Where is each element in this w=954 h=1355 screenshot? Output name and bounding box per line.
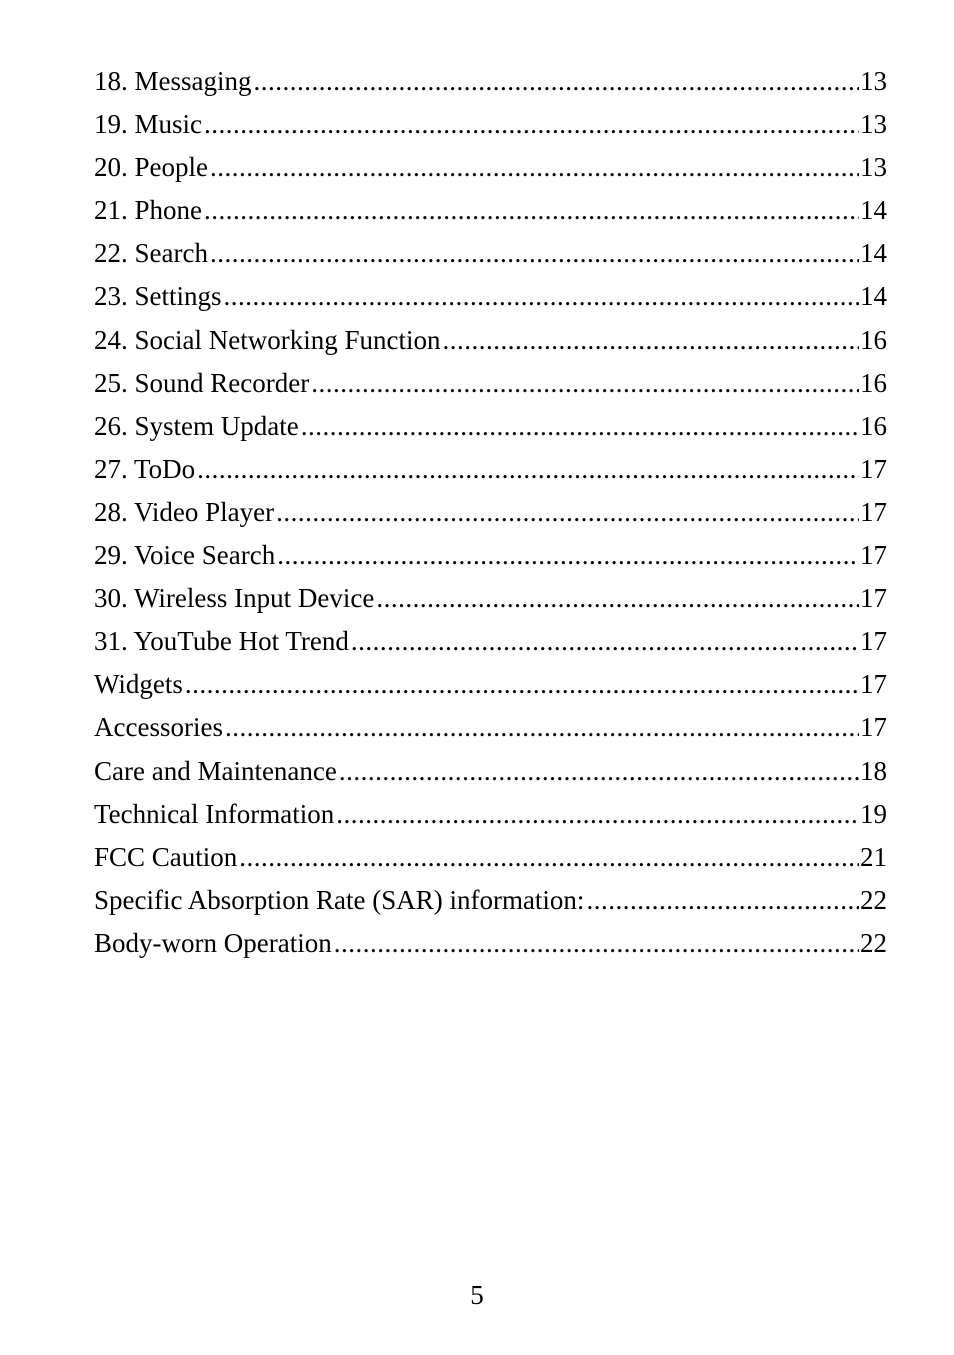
toc-entry-page: 17 bbox=[860, 453, 887, 484]
toc-entry-wireless-input-device[interactable] bbox=[94, 577, 887, 620]
toc-entry-page: 22 bbox=[860, 927, 887, 958]
toc-entry-technical-information[interactable] bbox=[94, 793, 887, 836]
toc-dot-leader bbox=[197, 448, 859, 491]
toc-entry-todo[interactable] bbox=[94, 448, 887, 491]
toc-entry-title: 19. Music bbox=[94, 109, 202, 140]
toc-entry-title: 22. Search bbox=[94, 238, 208, 269]
toc-entry-page: 16 bbox=[860, 324, 887, 355]
toc-entry-title: 27. ToDo bbox=[94, 453, 196, 484]
toc-entry-sound-recorder[interactable] bbox=[94, 362, 887, 405]
toc-entry-page: 22 bbox=[860, 884, 887, 915]
toc-entry-page: 16 bbox=[860, 367, 887, 398]
toc-dot-leader bbox=[376, 577, 859, 620]
toc-entry-phone[interactable] bbox=[94, 189, 887, 232]
toc-entry-page: 17 bbox=[860, 669, 887, 700]
toc-entry-youtube-hot-trend[interactable] bbox=[94, 620, 887, 663]
toc-entry-page: 13 bbox=[860, 152, 887, 183]
toc-entry-title: 28. Video Player bbox=[94, 496, 275, 527]
toc-dot-leader bbox=[224, 275, 859, 318]
toc-entry-page: 17 bbox=[860, 540, 887, 571]
toc-entry-title: Specific Absorption Rate (SAR) information: bbox=[94, 884, 585, 915]
toc-entry-title: 31. YouTube Hot Trend bbox=[94, 626, 349, 657]
toc-entry-messaging[interactable] bbox=[94, 60, 887, 103]
toc-entry-title: 24. Social Networking Function bbox=[94, 324, 441, 355]
toc-entry-fcc-caution[interactable] bbox=[94, 836, 887, 879]
toc-entry-title: 18. Messaging bbox=[94, 66, 252, 96]
page-number: 5 bbox=[470, 1280, 484, 1310]
toc-dot-leader bbox=[210, 146, 859, 189]
toc-dot-leader bbox=[204, 189, 859, 232]
toc-entry-page: 14 bbox=[860, 281, 887, 312]
toc-entry-page: 17 bbox=[860, 712, 887, 743]
toc-entry-title: Technical Information bbox=[94, 798, 335, 829]
toc-entry-body-worn-operation[interactable] bbox=[94, 922, 887, 965]
toc-dot-leader bbox=[185, 663, 859, 706]
toc-entry-music[interactable] bbox=[94, 103, 887, 146]
toc-entry-title: FCC Caution bbox=[94, 841, 238, 872]
toc-entry-people[interactable] bbox=[94, 146, 887, 189]
toc-entry-title: 23. Settings bbox=[94, 281, 222, 312]
toc-entry-title: 26. System Update bbox=[94, 410, 299, 441]
toc-entry-title: 21. Phone bbox=[94, 195, 202, 226]
toc-dot-leader bbox=[277, 534, 859, 577]
toc-entry-title: 25. Sound Recorder bbox=[94, 367, 310, 398]
toc-dot-leader bbox=[442, 319, 859, 362]
toc-entry-page: 21 bbox=[860, 841, 887, 872]
toc-entry-page: 13 bbox=[860, 66, 887, 96]
toc-entry-system-update[interactable] bbox=[94, 405, 887, 448]
toc-dot-leader bbox=[210, 232, 859, 275]
table-of-contents bbox=[94, 60, 887, 965]
toc-dot-leader bbox=[254, 60, 860, 103]
toc-entry-accessories[interactable] bbox=[94, 706, 887, 749]
toc-entry-voice-search[interactable] bbox=[94, 534, 887, 577]
toc-entry-sar-information[interactable] bbox=[94, 879, 887, 922]
toc-entry-page: 17 bbox=[860, 626, 887, 657]
toc-entry-page: 13 bbox=[860, 109, 887, 140]
toc-dot-leader bbox=[334, 922, 859, 965]
toc-entry-title: 20. People bbox=[94, 152, 208, 183]
toc-entry-title: Widgets bbox=[94, 669, 183, 700]
toc-entry-page: 14 bbox=[860, 195, 887, 226]
toc-dot-leader bbox=[239, 836, 859, 879]
toc-entry-title: Care and Maintenance bbox=[94, 755, 337, 786]
toc-entry-page: 18 bbox=[860, 755, 887, 786]
toc-dot-leader bbox=[311, 362, 859, 405]
toc-entry-page: 17 bbox=[860, 583, 887, 614]
toc-entry-title: 30. Wireless Input Device bbox=[94, 583, 375, 614]
toc-dot-leader bbox=[336, 793, 859, 836]
toc-dot-leader bbox=[225, 706, 859, 749]
toc-entry-search[interactable] bbox=[94, 232, 887, 275]
toc-entry-page: 16 bbox=[860, 410, 887, 441]
toc-entry-title: Accessories bbox=[94, 712, 223, 743]
toc-dot-leader bbox=[301, 405, 859, 448]
toc-entry-video-player[interactable] bbox=[94, 491, 887, 534]
toc-dot-leader bbox=[276, 491, 859, 534]
toc-entry-widgets[interactable] bbox=[94, 663, 887, 706]
toc-entry-settings[interactable] bbox=[94, 275, 887, 318]
toc-dot-leader bbox=[339, 750, 859, 793]
toc-entry-page: 14 bbox=[860, 238, 887, 269]
toc-entry-care-and-maintenance[interactable] bbox=[94, 750, 887, 793]
toc-entry-page: 19 bbox=[860, 798, 887, 829]
toc-dot-leader bbox=[204, 103, 859, 146]
toc-entry-title: Body-worn Operation bbox=[94, 927, 332, 958]
toc-dot-leader bbox=[586, 879, 859, 922]
toc-dot-leader bbox=[351, 620, 859, 663]
toc-entry-page: 17 bbox=[860, 496, 887, 527]
toc-entry-title: 29. Voice Search bbox=[94, 540, 276, 571]
toc-entry-social-networking[interactable] bbox=[94, 319, 887, 362]
